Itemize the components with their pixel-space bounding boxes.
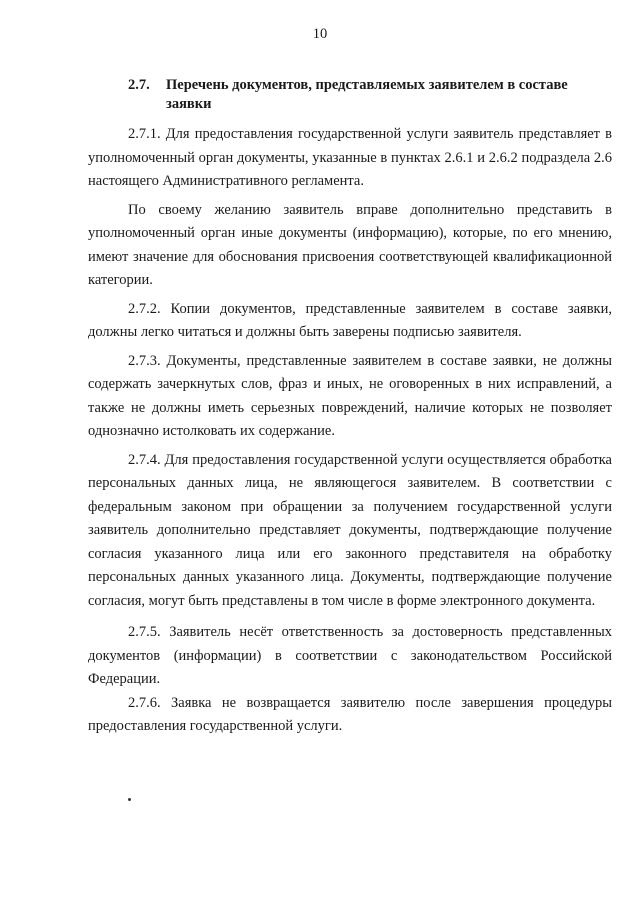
paragraph-optional-documents: По своему желанию заявитель вправе дополнительно представить в уполномоченный орган иные документы (информацию), которые, по его мнению, имеют значение для обоснования присвоения соответствующей квалификационной категории. — [88, 201, 612, 288]
section-title-part2: заявки — [166, 96, 212, 112]
paragraph-2-7-4: 2.7.4. Для предоставления государственной услуги осуществляется обработка персональных данных лица, не являющегося заявителем. В соответствии с федеральным законом при обращении за получением государственной услуги заявитель дополнительно представляет документы, подтверждающие получение согласия указанного лица или его законного представителя на обработку персональных данных указанного лица. Документы, подтверждающие получение согласия, могут быть представлены в том числе в форме электронного документа. — [88, 451, 612, 609]
paragraph-2-7-1: 2.7.1. Для предоставления государственной услуги заявитель представляет в уполномоченный орган документы, указанные в пунктах 2.6.1 и 2.6.2 подраздела 2.6 настоящего Административного регламента. — [88, 126, 612, 189]
paragraph-2-7-2: 2.7.2. Копии документов, представленные заявителем в составе заявки, должны легко читаться и должны быть заверены подписью заявителя. — [88, 300, 612, 340]
section-number: 2.7. — [128, 77, 150, 93]
paragraph-2-7-6: 2.7.6. Заявка не возвращается заявителю после завершения процедуры предоставления государственной услуги. — [88, 694, 612, 734]
paragraph-2-7-3: 2.7.3. Документы, представленные заявителем в составе заявки, не должны содержать зачеркнутых слов, фраз и иных, не оговоренных в них исправлений, а также не должны иметь серьезных повреждений, наличие которых не позволяет однозначно истолковать их содержание. — [88, 352, 612, 439]
section-heading — [128, 76, 612, 114]
stray-mark — [128, 798, 131, 801]
section-heading-line1 — [128, 76, 612, 95]
paragraph-2-7-5: 2.7.5. Заявитель несёт ответственность за достоверность представленных документов (информации) в соответствии с законодательством Российской Федерации. — [88, 624, 612, 687]
body-text — [88, 123, 612, 739]
section-title-part1: Перечень документов, представляемых заявителем в составе — [166, 77, 568, 93]
page-number: 10 — [312, 26, 328, 42]
